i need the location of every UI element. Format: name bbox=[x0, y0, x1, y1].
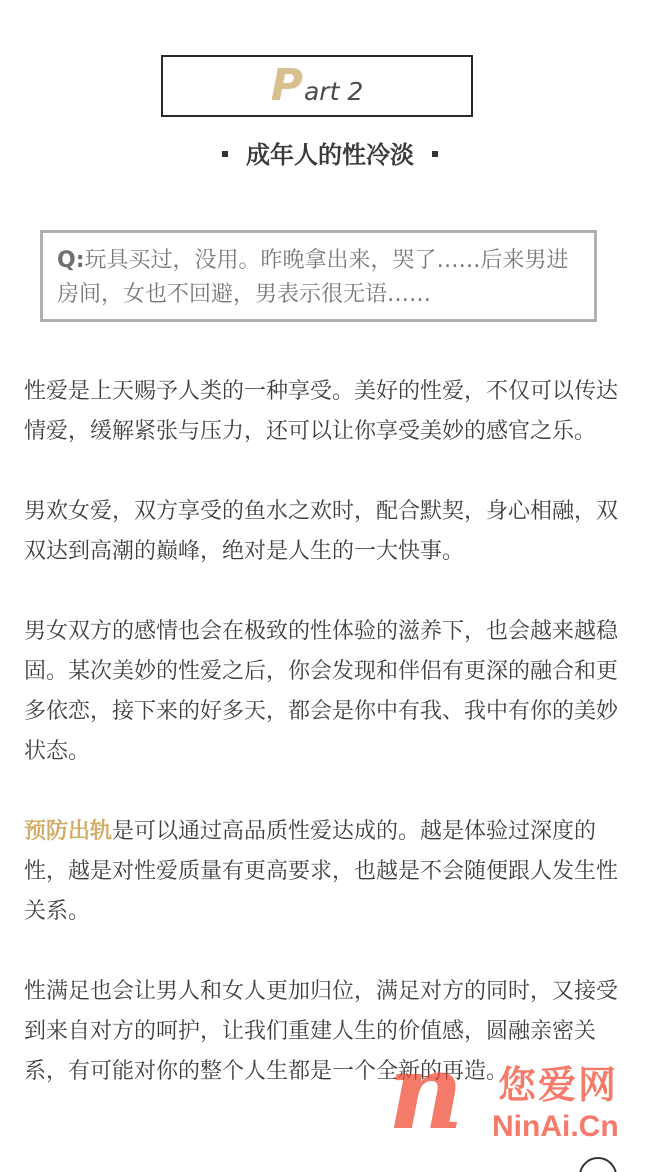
bullet-square-icon bbox=[432, 151, 438, 157]
paragraph bbox=[24, 492, 619, 572]
watermark-logo-icon: n bbox=[388, 1030, 464, 1153]
paragraph-text: 性爱是上天赐予人类的一种享受。美好的性爱，不仅可以传达情爱，缓解紧张与压力，还可以让你享受美妙的感官之乐。 bbox=[24, 379, 619, 444]
part-title-initial: P bbox=[270, 60, 303, 111]
highlight-text: 预防出轨 bbox=[24, 819, 113, 844]
paragraph bbox=[24, 612, 619, 772]
paragraph-text: 男女双方的感情也会在极致的性体验的滋养下，也会越来越稳固。某次美妙的性爱之后，你会发现和伴侣有更深的融合和更多依恋，接下来的好多天，都会是你中有我、我中有你的美妙状态。 bbox=[24, 619, 619, 764]
paragraph-text: 是可以通过高品质性爱达成的。越是体验过深度的性，越是对性爱质量有更高要求，也越是不会随便跟人发生性关系。 bbox=[24, 819, 619, 924]
article-body bbox=[24, 372, 619, 1132]
question-text: 玩具买过，没用。昨晚拿出来，哭了……后来男进房间，女也不回避，男表示很无语…… bbox=[57, 248, 569, 307]
part-title bbox=[270, 60, 364, 111]
section-subtitle bbox=[0, 135, 660, 170]
paragraph-text: 性满足也会让男人和女人更加归位，满足对方的同时，又接受到来自对方的呵护，让我们重建人生的价值感，圆融亲密关系，有可能对你的整个人生都是一个全新的再造。 bbox=[24, 979, 619, 1084]
watermark-en-text: NinAi.Cn bbox=[492, 1110, 619, 1143]
bullet-square-icon bbox=[222, 151, 228, 157]
section-subtitle-text: 成年人的性冷淡 bbox=[246, 141, 414, 169]
partial-circle-icon bbox=[570, 1148, 626, 1172]
paragraph bbox=[24, 372, 619, 452]
part-title-rest: art 2 bbox=[303, 77, 364, 106]
part-title-box bbox=[161, 55, 473, 117]
paragraph-text: 男欢女爱，双方享受的鱼水之欢时，配合默契，身心相融，双双达到高潮的巅峰，绝对是人生的一大快事。 bbox=[24, 499, 619, 564]
paragraph bbox=[24, 972, 619, 1092]
watermark-cn-text: 您爱网 bbox=[498, 1063, 619, 1107]
paragraph bbox=[24, 812, 619, 932]
question-box bbox=[40, 230, 597, 322]
question-label: Q: bbox=[57, 248, 85, 273]
